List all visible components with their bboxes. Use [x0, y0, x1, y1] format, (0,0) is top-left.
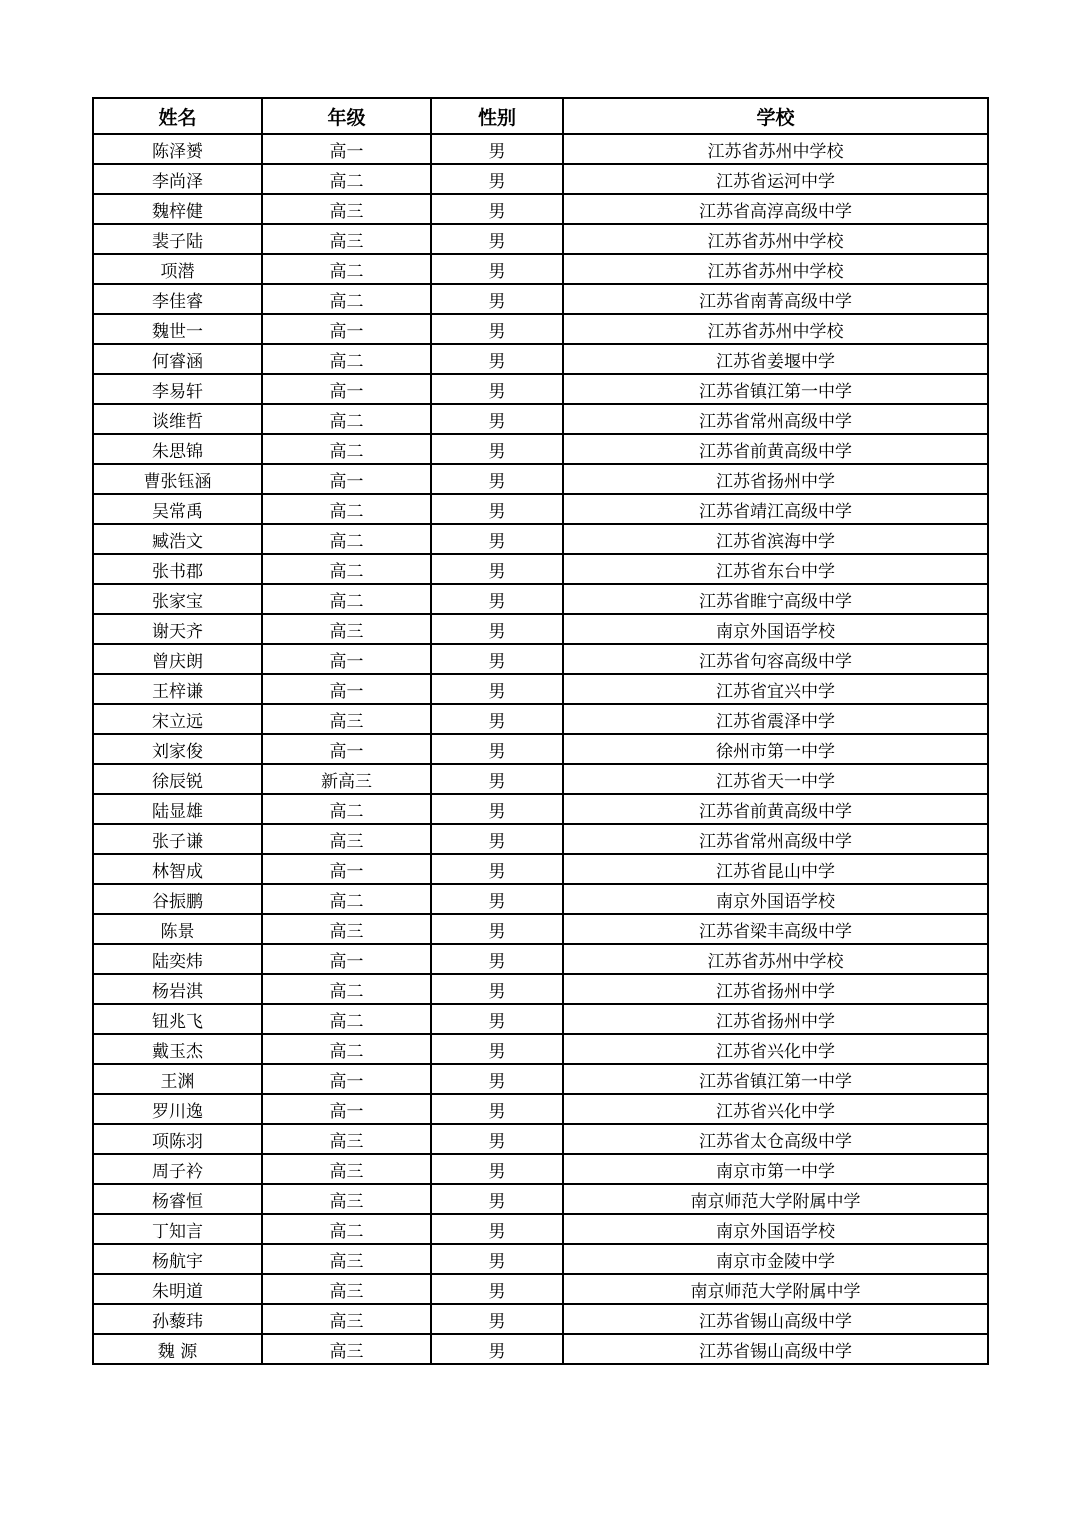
cell-name: 项潜 [93, 254, 262, 284]
table-row [93, 434, 988, 464]
table-row [93, 1154, 988, 1184]
cell-school: 江苏省苏州中学校 [563, 134, 988, 164]
cell-gender: 男 [431, 1064, 563, 1094]
roster-table [92, 97, 989, 1365]
table-row [93, 974, 988, 1004]
cell-grade: 高二 [262, 254, 431, 284]
cell-gender: 男 [431, 1304, 563, 1334]
table-row [93, 824, 988, 854]
table-body [93, 134, 988, 1364]
cell-gender: 男 [431, 1184, 563, 1214]
cell-name: 林智成 [93, 854, 262, 884]
header-grade: 年级 [262, 98, 431, 134]
table-row [93, 794, 988, 824]
table-row [93, 164, 988, 194]
cell-name: 刘家俊 [93, 734, 262, 764]
table-row [93, 944, 988, 974]
cell-name: 吴常禹 [93, 494, 262, 524]
table-row [93, 1064, 988, 1094]
cell-gender: 男 [431, 464, 563, 494]
cell-grade: 高一 [262, 944, 431, 974]
cell-grade: 高二 [262, 974, 431, 1004]
cell-name: 陆奕炜 [93, 944, 262, 974]
table-row [93, 644, 988, 674]
cell-school: 江苏省震泽中学 [563, 704, 988, 734]
cell-name: 丁知言 [93, 1214, 262, 1244]
table-row [93, 1334, 988, 1364]
table-row [93, 1214, 988, 1244]
cell-school: 江苏省靖江高级中学 [563, 494, 988, 524]
cell-name: 王梓谦 [93, 674, 262, 704]
cell-grade: 高二 [262, 884, 431, 914]
table-row [93, 1004, 988, 1034]
cell-school: 江苏省常州高级中学 [563, 824, 988, 854]
table-row [93, 1184, 988, 1214]
cell-name: 谢天齐 [93, 614, 262, 644]
cell-name: 朱思锦 [93, 434, 262, 464]
cell-name: 戴玉杰 [93, 1034, 262, 1064]
cell-school: 江苏省扬州中学 [563, 1004, 988, 1034]
cell-grade: 高三 [262, 1274, 431, 1304]
cell-school: 江苏省扬州中学 [563, 464, 988, 494]
table-row [93, 554, 988, 584]
cell-name: 杨航宇 [93, 1244, 262, 1274]
cell-grade: 高二 [262, 404, 431, 434]
cell-name: 孙藜玮 [93, 1304, 262, 1334]
cell-name: 陈泽赟 [93, 134, 262, 164]
cell-grade: 高三 [262, 614, 431, 644]
cell-name: 项陈羽 [93, 1124, 262, 1154]
cell-school: 江苏省昆山中学 [563, 854, 988, 884]
cell-name: 杨睿恒 [93, 1184, 262, 1214]
cell-grade: 高一 [262, 854, 431, 884]
table-row [93, 344, 988, 374]
cell-grade: 高一 [262, 644, 431, 674]
cell-gender: 男 [431, 794, 563, 824]
cell-gender: 男 [431, 944, 563, 974]
cell-grade: 高三 [262, 1154, 431, 1184]
cell-school: 江苏省镇江第一中学 [563, 1064, 988, 1094]
cell-school: 南京师范大学附属中学 [563, 1274, 988, 1304]
cell-school: 南京外国语学校 [563, 614, 988, 644]
cell-gender: 男 [431, 194, 563, 224]
cell-gender: 男 [431, 614, 563, 644]
table-header-row [93, 98, 988, 134]
cell-name: 张家宝 [93, 584, 262, 614]
table-row [93, 404, 988, 434]
cell-gender: 男 [431, 974, 563, 1004]
cell-grade: 高三 [262, 914, 431, 944]
header-gender: 性别 [431, 98, 563, 134]
cell-school: 江苏省扬州中学 [563, 974, 988, 1004]
cell-grade: 高二 [262, 344, 431, 374]
cell-school: 江苏省东台中学 [563, 554, 988, 584]
cell-gender: 男 [431, 824, 563, 854]
table-row [93, 194, 988, 224]
cell-grade: 高一 [262, 1064, 431, 1094]
cell-school: 江苏省运河中学 [563, 164, 988, 194]
cell-grade: 高二 [262, 284, 431, 314]
cell-name: 朱明道 [93, 1274, 262, 1304]
cell-school: 江苏省天一中学 [563, 764, 988, 794]
cell-gender: 男 [431, 1124, 563, 1154]
cell-gender: 男 [431, 884, 563, 914]
cell-grade: 高二 [262, 434, 431, 464]
cell-school: 江苏省睢宁高级中学 [563, 584, 988, 614]
cell-school: 江苏省南菁高级中学 [563, 284, 988, 314]
table-row [93, 1034, 988, 1064]
cell-school: 江苏省苏州中学校 [563, 254, 988, 284]
cell-school: 江苏省前黄高级中学 [563, 794, 988, 824]
cell-grade: 高一 [262, 734, 431, 764]
cell-school: 南京外国语学校 [563, 884, 988, 914]
cell-gender: 男 [431, 1094, 563, 1124]
cell-gender: 男 [431, 1004, 563, 1034]
cell-school: 江苏省苏州中学校 [563, 224, 988, 254]
table-row [93, 224, 988, 254]
cell-grade: 高三 [262, 1184, 431, 1214]
cell-school: 江苏省兴化中学 [563, 1094, 988, 1124]
table-row [93, 464, 988, 494]
cell-gender: 男 [431, 1214, 563, 1244]
cell-grade: 高三 [262, 1244, 431, 1274]
table-row [93, 1244, 988, 1274]
cell-grade: 高三 [262, 224, 431, 254]
cell-gender: 男 [431, 1334, 563, 1364]
cell-name: 何睿涵 [93, 344, 262, 374]
cell-school: 南京师范大学附属中学 [563, 1184, 988, 1214]
table-row [93, 134, 988, 164]
cell-name: 王渊 [93, 1064, 262, 1094]
cell-grade: 高二 [262, 554, 431, 584]
cell-school: 江苏省梁丰高级中学 [563, 914, 988, 944]
cell-name: 魏世一 [93, 314, 262, 344]
cell-grade: 高二 [262, 794, 431, 824]
cell-name: 钮兆飞 [93, 1004, 262, 1034]
cell-school: 南京外国语学校 [563, 1214, 988, 1244]
cell-grade: 高二 [262, 1214, 431, 1244]
cell-gender: 男 [431, 344, 563, 374]
cell-gender: 男 [431, 584, 563, 614]
table-row [93, 1094, 988, 1124]
cell-grade: 高二 [262, 524, 431, 554]
cell-gender: 男 [431, 494, 563, 524]
table-row [93, 314, 988, 344]
cell-school: 江苏省苏州中学校 [563, 314, 988, 344]
cell-grade: 高三 [262, 1334, 431, 1364]
cell-gender: 男 [431, 254, 563, 284]
cell-school: 江苏省锡山高级中学 [563, 1304, 988, 1334]
cell-name: 曹张钰涵 [93, 464, 262, 494]
cell-gender: 男 [431, 224, 563, 254]
cell-name: 张子谦 [93, 824, 262, 854]
cell-school: 江苏省锡山高级中学 [563, 1334, 988, 1364]
table-row [93, 584, 988, 614]
cell-name: 裴子陆 [93, 224, 262, 254]
cell-school: 江苏省镇江第一中学 [563, 374, 988, 404]
cell-name: 魏 源 [93, 1334, 262, 1364]
cell-gender: 男 [431, 674, 563, 704]
cell-name: 陈景 [93, 914, 262, 944]
cell-school: 江苏省太仓高级中学 [563, 1124, 988, 1154]
table-row [93, 374, 988, 404]
cell-name: 张书郡 [93, 554, 262, 584]
cell-grade: 高三 [262, 1304, 431, 1334]
cell-grade: 高二 [262, 1004, 431, 1034]
table-row [93, 1274, 988, 1304]
cell-gender: 男 [431, 164, 563, 194]
header-name: 姓名 [93, 98, 262, 134]
cell-name: 宋立远 [93, 704, 262, 734]
cell-grade: 高三 [262, 824, 431, 854]
table-row [93, 1304, 988, 1334]
cell-name: 谈维哲 [93, 404, 262, 434]
table-row [93, 734, 988, 764]
header-school: 学校 [563, 98, 988, 134]
table-row [93, 494, 988, 524]
cell-name: 李易轩 [93, 374, 262, 404]
cell-school: 江苏省姜堰中学 [563, 344, 988, 374]
table-row [93, 764, 988, 794]
cell-school: 江苏省宜兴中学 [563, 674, 988, 704]
cell-name: 周子衿 [93, 1154, 262, 1184]
cell-gender: 男 [431, 734, 563, 764]
cell-grade: 高一 [262, 1094, 431, 1124]
cell-grade: 高一 [262, 464, 431, 494]
cell-name: 曾庆朗 [93, 644, 262, 674]
table-row [93, 884, 988, 914]
cell-grade: 高二 [262, 494, 431, 524]
cell-school: 江苏省高淳高级中学 [563, 194, 988, 224]
cell-school: 江苏省苏州中学校 [563, 944, 988, 974]
cell-school: 南京市第一中学 [563, 1154, 988, 1184]
table-row [93, 914, 988, 944]
cell-school: 江苏省前黄高级中学 [563, 434, 988, 464]
cell-name: 谷振鹏 [93, 884, 262, 914]
cell-school: 江苏省句容高级中学 [563, 644, 988, 674]
cell-grade: 高三 [262, 704, 431, 734]
cell-gender: 男 [431, 524, 563, 554]
cell-gender: 男 [431, 854, 563, 884]
cell-name: 徐辰锐 [93, 764, 262, 794]
cell-name: 李尚泽 [93, 164, 262, 194]
cell-school: 江苏省常州高级中学 [563, 404, 988, 434]
cell-gender: 男 [431, 404, 563, 434]
cell-grade: 高二 [262, 1034, 431, 1064]
table-row [93, 284, 988, 314]
cell-gender: 男 [431, 704, 563, 734]
cell-gender: 男 [431, 374, 563, 404]
table-row [93, 524, 988, 554]
cell-school: 徐州市第一中学 [563, 734, 988, 764]
cell-school: 南京市金陵中学 [563, 1244, 988, 1274]
cell-gender: 男 [431, 434, 563, 464]
cell-gender: 男 [431, 1154, 563, 1184]
table-row [93, 704, 988, 734]
cell-name: 李佳睿 [93, 284, 262, 314]
table-row [93, 254, 988, 284]
table-row [93, 614, 988, 644]
cell-name: 杨岩淇 [93, 974, 262, 1004]
cell-grade: 高三 [262, 194, 431, 224]
cell-grade: 高三 [262, 1124, 431, 1154]
cell-gender: 男 [431, 134, 563, 164]
cell-grade: 高一 [262, 134, 431, 164]
cell-gender: 男 [431, 1274, 563, 1304]
cell-grade: 高二 [262, 584, 431, 614]
cell-gender: 男 [431, 644, 563, 674]
cell-gender: 男 [431, 314, 563, 344]
cell-name: 陆显雄 [93, 794, 262, 824]
cell-name: 魏梓健 [93, 194, 262, 224]
cell-gender: 男 [431, 1034, 563, 1064]
table-row [93, 674, 988, 704]
cell-grade: 高一 [262, 374, 431, 404]
table-row [93, 1124, 988, 1154]
cell-gender: 男 [431, 1244, 563, 1274]
cell-school: 江苏省滨海中学 [563, 524, 988, 554]
cell-gender: 男 [431, 764, 563, 794]
cell-school: 江苏省兴化中学 [563, 1034, 988, 1064]
cell-gender: 男 [431, 914, 563, 944]
cell-gender: 男 [431, 554, 563, 584]
cell-grade: 高二 [262, 164, 431, 194]
cell-grade: 高一 [262, 314, 431, 344]
cell-gender: 男 [431, 284, 563, 314]
cell-grade: 高一 [262, 674, 431, 704]
cell-name: 臧浩文 [93, 524, 262, 554]
cell-grade: 新高三 [262, 764, 431, 794]
table-row [93, 854, 988, 884]
cell-name: 罗川逸 [93, 1094, 262, 1124]
